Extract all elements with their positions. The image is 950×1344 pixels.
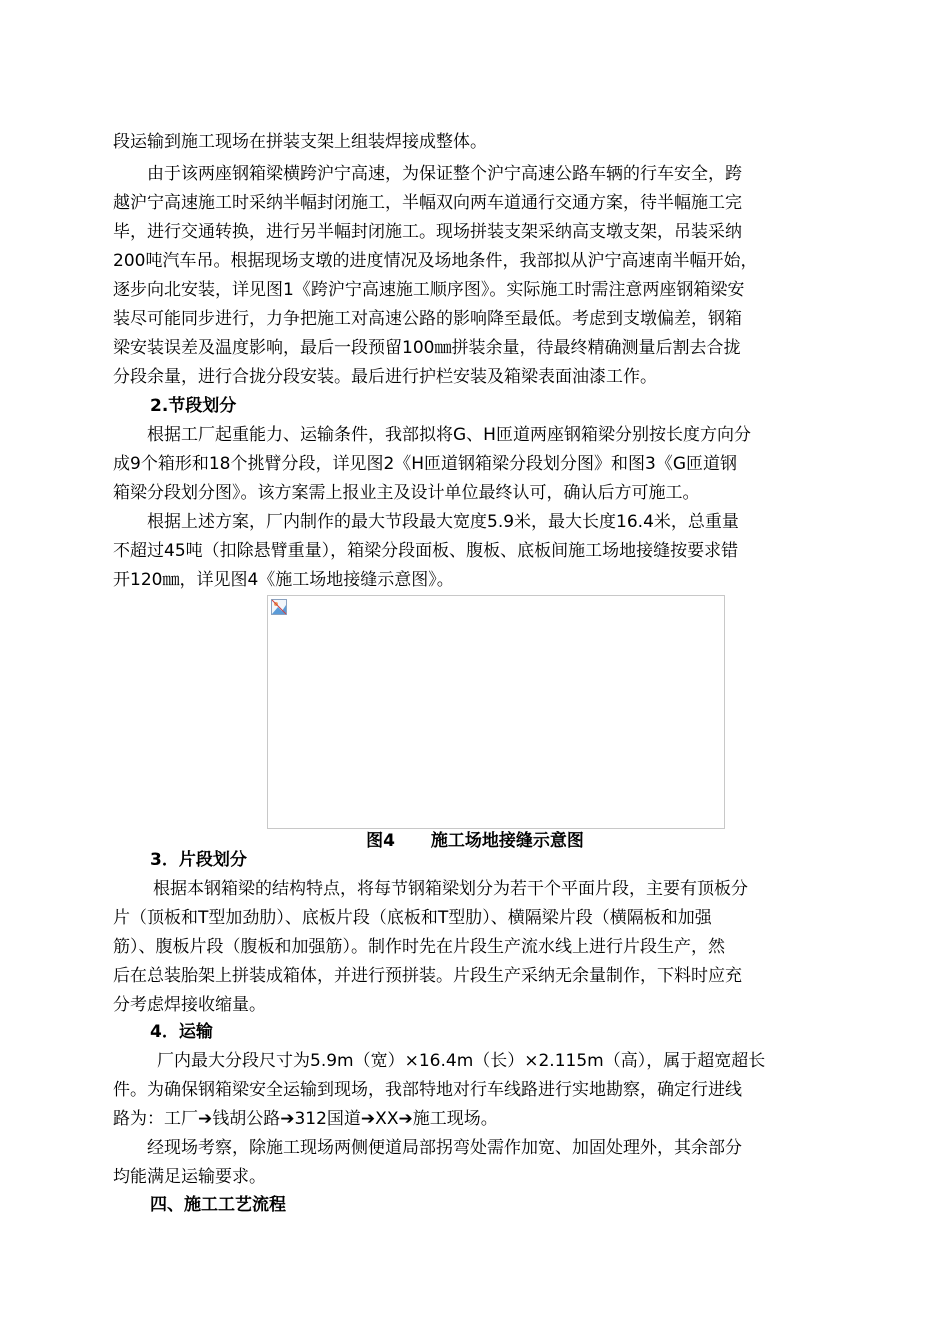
text-line: 200吨汽车吊。根据现场支墩的进度情况及场地条件，我部拟从沪宁高速南半幅开始， bbox=[113, 251, 758, 271]
text-line: 成9个箱形和18个挑臂分段，详见图2《H匝道钢箱梁分段划分图》和图3《G匝道钢 bbox=[113, 454, 738, 474]
section-heading-segment-division: 2.节段划分 bbox=[150, 396, 237, 416]
figure-caption bbox=[0, 829, 950, 853]
text-line: 件。为确保钢箱梁安全运输到现场，我部特地对行车线路进行实地勘察，确定行进线 bbox=[113, 1080, 742, 1100]
text-line: 由于该两座钢箱梁横跨沪宁高速，为保证整个沪宁高速公路车辆的行车安全，跨 bbox=[147, 164, 742, 184]
text-line: 后在总装胎架上拼装成箱体，并进行预拼装。片段生产采纳无余量制作，下料时应充 bbox=[113, 966, 742, 986]
text-line: 不超过45吨（扣除悬臂重量），箱梁分段面板、腹板、底板间施工场地接缝按要求错 bbox=[113, 541, 739, 561]
text-line: 厂内最大分段尺寸为5.9m（宽）×16.4m（长）×2.115m（高），属于超宽超长 bbox=[157, 1051, 766, 1071]
text-line: 筋）、腹板片段（腹板和加强筋）。制作时先在片段生产流水线上进行片段生产，然 bbox=[113, 937, 725, 957]
text-line: 分考虑焊接收缩量。 bbox=[113, 995, 266, 1015]
text-line: 根据本钢箱梁的结构特点，将每节钢箱梁划分为若干个平面片段，主要有顶板分 bbox=[153, 879, 748, 899]
text-line: 路为：工厂➔钱胡公路➔312国道➔XX➔施工现场。 bbox=[113, 1109, 498, 1129]
broken-image-icon bbox=[271, 599, 287, 615]
text-line: 箱梁分段划分图》。该方案需上报业主及设计单位最终认可，确认后方可施工。 bbox=[113, 483, 700, 503]
figure-number: 图4 bbox=[366, 831, 395, 851]
paragraph-segment-dimensions bbox=[113, 508, 837, 595]
paragraph-construction-plan bbox=[113, 160, 837, 392]
text-line: 毕，进行交通转换，进行另半幅封闭施工。现场拼装支架采纳高支墩支架，吊装采纳 bbox=[113, 222, 742, 242]
text-line: 片（顶板和T型加劲肋）、底板片段（底板和T型肋）、横隔梁片段（横隔板和加强 bbox=[113, 908, 712, 928]
paragraph-survey bbox=[113, 1134, 837, 1192]
text-line: 越沪宁高速施工时采纳半幅封闭施工，半幅双向两车道通行交通方案，待半幅施工完 bbox=[113, 193, 742, 213]
text-line: 经现场考察，除施工现场两侧便道局部拐弯处需作加宽、加固处理外，其余部分 bbox=[147, 1138, 742, 1158]
text-line: 均能满足运输要求。 bbox=[113, 1167, 266, 1187]
text-line: 分段余量，进行合拢分段安装。最后进行护栏安装及箱梁表面油漆工作。 bbox=[113, 367, 657, 387]
figure-title: 施工场地接缝示意图 bbox=[430, 831, 584, 851]
text-line: 根据工厂起重能力、运输条件，我部拟将G、H匝道两座钢箱梁分别按长度方向分 bbox=[147, 425, 751, 445]
paragraph-continuation bbox=[113, 128, 837, 157]
paragraph-transport-route bbox=[113, 1047, 837, 1134]
section-heading-piece-division: 3．片段划分 bbox=[150, 850, 247, 870]
text-line: 根据上述方案，厂内制作的最大节段最大宽度5.9米，最大长度16.4米，总重量 bbox=[147, 512, 739, 532]
text-line: 装尽可能同步进行，力争把施工对高速公路的影响降至最低。考虑到支墩偏差，钢箱 bbox=[113, 309, 742, 329]
text-line: 开120㎜，详见图4《施工场地接缝示意图》。 bbox=[113, 570, 454, 590]
section-heading-transport: 4．运输 bbox=[150, 1022, 213, 1042]
figure-placeholder bbox=[267, 595, 725, 829]
paragraph-segment-plan bbox=[113, 421, 837, 508]
text-line: 段运输到施工现场在拼装支架上组装焊接成整体。 bbox=[113, 132, 487, 152]
section-heading-process-flow: 四、施工工艺流程 bbox=[150, 1195, 286, 1215]
text-line: 逐步向北安装，详见图1《跨沪宁高速施工顺序图》。实际施工时需注意两座钢箱梁安 bbox=[113, 280, 745, 300]
paragraph-piece-division bbox=[113, 875, 837, 1020]
text-line: 梁安装误差及温度影响，最后一段预留100㎜拼装余量，待最终精确测量后割去合拢 bbox=[113, 338, 741, 358]
